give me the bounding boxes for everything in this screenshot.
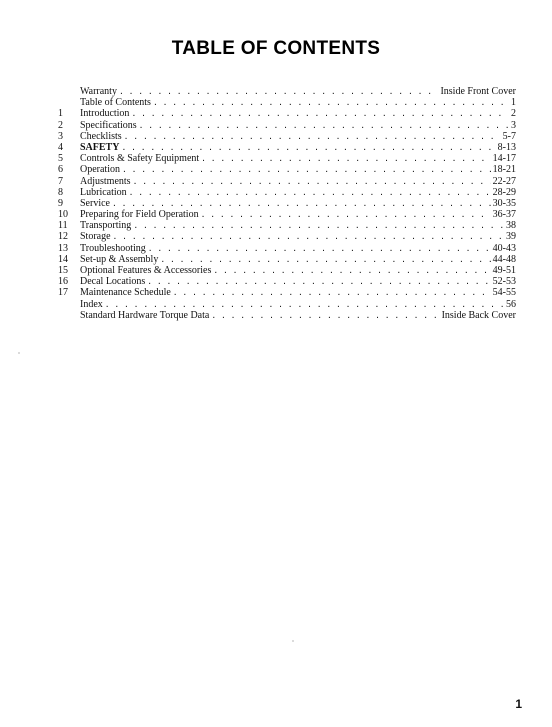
table-of-contents bbox=[56, 86, 516, 321]
toc-entry bbox=[56, 142, 516, 153]
toc-entry-title: Maintenance Schedule bbox=[80, 287, 171, 299]
dot-leader bbox=[133, 176, 491, 187]
dot-leader bbox=[148, 243, 491, 254]
toc-entry-number: 17 bbox=[58, 287, 68, 299]
page-number: 1 bbox=[515, 697, 522, 711]
dot-leader bbox=[122, 164, 491, 175]
toc-entry-page: 44-48 bbox=[492, 253, 516, 265]
toc-entry-title: Standard Hardware Torque Data bbox=[80, 309, 210, 321]
toc-entry-number: 8 bbox=[58, 186, 63, 198]
toc-entry-page: 3 bbox=[511, 119, 516, 131]
toc-entry-title: Specifications bbox=[80, 119, 137, 131]
toc-entry-title: Controls & Safety Equipment bbox=[80, 153, 200, 165]
toc-entry-title: Troubleshooting bbox=[80, 242, 146, 254]
toc-entry-title: Transporting bbox=[80, 220, 132, 232]
toc-entry-number: 16 bbox=[58, 276, 68, 288]
toc-entry-number: 10 bbox=[58, 209, 68, 221]
toc-entry-title: Preparing for Field Operation bbox=[80, 209, 199, 221]
toc-entry-title: Storage bbox=[80, 231, 111, 243]
toc-entry-number: 11 bbox=[58, 220, 68, 232]
toc-entry-page: 2 bbox=[511, 108, 516, 120]
page-title: TABLE OF CONTENTS bbox=[171, 38, 381, 59]
toc-entry bbox=[56, 310, 516, 321]
dot-leader bbox=[147, 276, 490, 287]
dot-leader bbox=[129, 187, 491, 198]
toc-entry bbox=[56, 220, 516, 231]
toc-entry-number: 3 bbox=[58, 130, 63, 142]
toc-entry bbox=[56, 164, 516, 175]
toc-entry bbox=[56, 198, 516, 209]
toc-entry-number: 12 bbox=[58, 231, 68, 243]
toc-entry-page: 56 bbox=[506, 298, 516, 310]
toc-entry-title: Table of Contents bbox=[80, 97, 151, 109]
toc-entry-title: Decal Locations bbox=[80, 276, 146, 288]
toc-entry-title: Checklists bbox=[80, 130, 122, 142]
toc-entry bbox=[56, 120, 516, 131]
dot-leader bbox=[173, 287, 491, 298]
toc-entry-number: 5 bbox=[58, 153, 63, 165]
dot-leader bbox=[213, 265, 490, 276]
toc-entry-page: 5-7 bbox=[502, 130, 516, 142]
toc-entry-title: Adjustments bbox=[80, 175, 131, 187]
toc-entry-title: Service bbox=[80, 197, 110, 209]
dot-leader bbox=[124, 131, 501, 142]
toc-entry-page: 40-43 bbox=[492, 242, 516, 254]
toc-entry bbox=[56, 231, 516, 242]
toc-entry-title: Operation bbox=[80, 164, 120, 176]
toc-entry-page: Inside Back Cover bbox=[441, 309, 516, 321]
dot-leader bbox=[113, 231, 504, 242]
dot-leader bbox=[105, 299, 504, 310]
toc-entry bbox=[56, 153, 516, 164]
toc-entry-number: 14 bbox=[58, 253, 68, 265]
toc-entry-number: 7 bbox=[58, 175, 63, 187]
toc-entry-page: 18-21 bbox=[492, 164, 516, 176]
toc-entry-title: Lubrication bbox=[80, 186, 127, 198]
toc-entry-page: 54-55 bbox=[492, 287, 516, 299]
toc-entry-title: Optional Features & Accessories bbox=[80, 265, 212, 276]
toc-entry bbox=[56, 187, 516, 198]
toc-entry-title: Index bbox=[80, 298, 103, 310]
dot-leader bbox=[133, 220, 504, 231]
toc-entry bbox=[56, 299, 516, 310]
toc-entry-page: 49-51 bbox=[492, 265, 516, 276]
toc-entry-page: 22-27 bbox=[492, 175, 516, 187]
dot-leader bbox=[201, 153, 491, 164]
toc-entry bbox=[56, 276, 516, 287]
toc-entry-page: 8-13 bbox=[497, 141, 516, 153]
toc-entry bbox=[56, 86, 516, 97]
toc-entry bbox=[56, 176, 516, 187]
dot-leader bbox=[139, 120, 509, 131]
dot-leader bbox=[121, 142, 495, 153]
dot-leader bbox=[211, 310, 439, 321]
toc-entry-page: Inside Front Cover bbox=[440, 86, 516, 97]
toc-entry bbox=[56, 131, 516, 142]
toc-entry-number: 15 bbox=[58, 265, 68, 276]
toc-entry bbox=[56, 265, 516, 276]
dot-leader bbox=[201, 209, 491, 220]
toc-entry-number: 1 bbox=[58, 108, 63, 120]
toc-entry-title: Warranty bbox=[80, 86, 117, 97]
toc-entry-page: 39 bbox=[506, 231, 516, 243]
toc-entry-page: 38 bbox=[506, 220, 516, 232]
toc-entry-page: 14-17 bbox=[492, 153, 516, 165]
toc-entry-page: 28-29 bbox=[492, 186, 516, 198]
dot-leader bbox=[131, 108, 509, 119]
toc-entry-number: 9 bbox=[58, 197, 63, 209]
toc-entry-number: 2 bbox=[58, 119, 63, 131]
dot-leader bbox=[119, 86, 439, 97]
toc-entry-number: 13 bbox=[58, 242, 68, 254]
toc-entry-title: Set-up & Assembly bbox=[80, 253, 159, 265]
scan-speck bbox=[292, 640, 294, 642]
toc-entry-number: 4 bbox=[58, 141, 63, 153]
toc-entry-title: SAFETY bbox=[80, 141, 120, 153]
toc-entry bbox=[56, 97, 516, 108]
toc-entry-page: 52-53 bbox=[492, 276, 516, 288]
toc-entry bbox=[56, 209, 516, 220]
toc-entry-title: Introduction bbox=[80, 108, 130, 120]
toc-entry bbox=[56, 108, 516, 119]
dot-leader bbox=[153, 97, 509, 108]
toc-entry-page: 36-37 bbox=[492, 209, 516, 221]
scan-speck bbox=[18, 352, 20, 354]
dot-leader bbox=[160, 254, 490, 265]
toc-entry bbox=[56, 254, 516, 265]
toc-entry-number: 6 bbox=[58, 164, 63, 176]
dot-leader bbox=[112, 198, 491, 209]
toc-entry bbox=[56, 287, 516, 298]
toc-entry-page: 1 bbox=[511, 97, 516, 109]
toc-entry-page: 30-35 bbox=[492, 197, 516, 209]
toc-entry bbox=[56, 243, 516, 254]
